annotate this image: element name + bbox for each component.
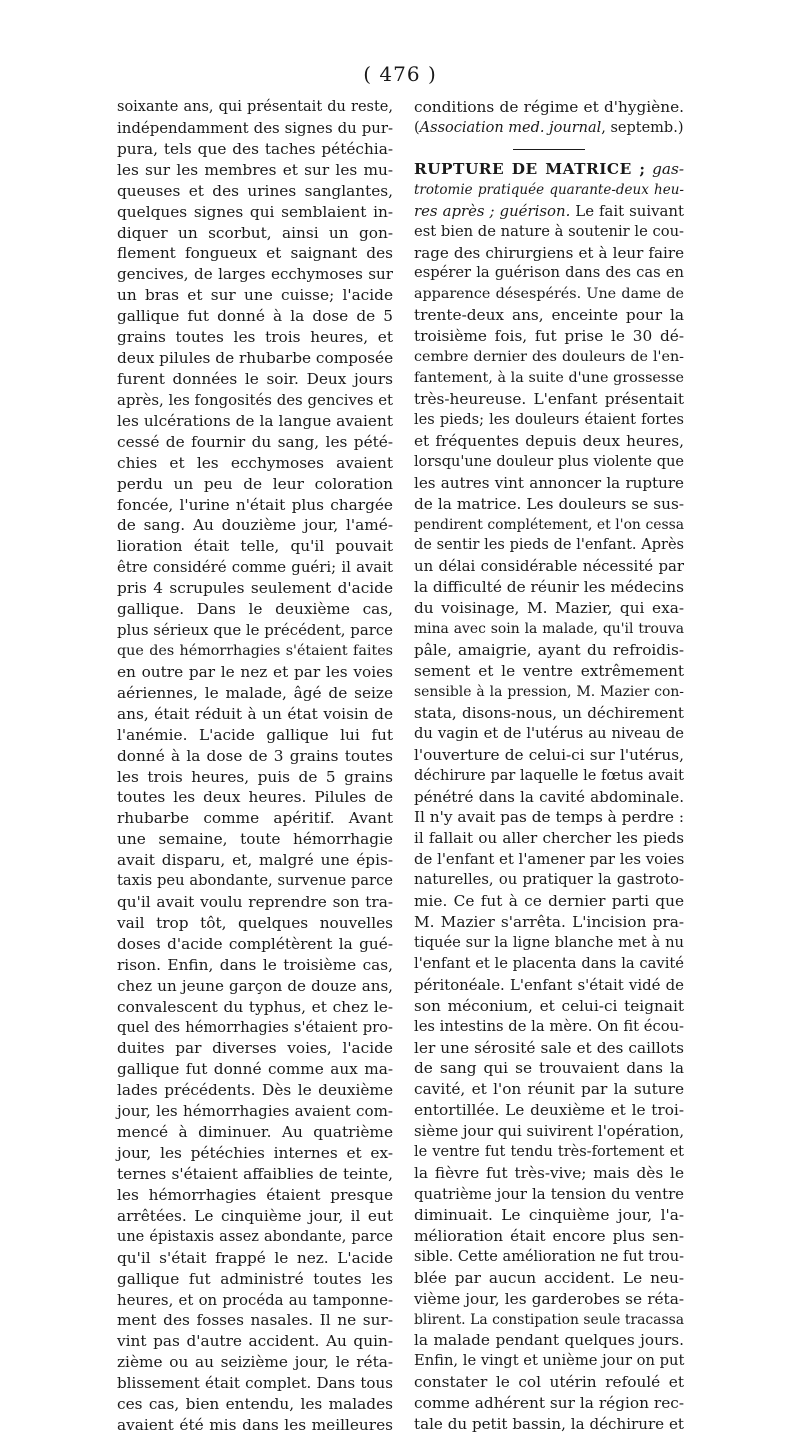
text-line: blée par aucun accident. Le neu- bbox=[414, 1268, 684, 1287]
text-line: l'enfant et le placenta dans la cavité bbox=[414, 954, 684, 972]
text-line: toutes les deux heures. Pilules de bbox=[117, 788, 393, 807]
text-line: donné à la dose de 3 grains toutes bbox=[117, 746, 393, 765]
text-line: l'anémie. L'acide gallique lui fut bbox=[117, 725, 393, 744]
text-line: très-heureuse. L'enfant présentait bbox=[414, 389, 684, 408]
text-line: l'ouverture de celui-ci sur l'utérus, bbox=[414, 745, 684, 764]
text-line: mina avec soin la malade, qu'il trouva bbox=[414, 621, 684, 638]
text-line: stata, disons-nous, un déchirement bbox=[414, 703, 684, 722]
text-line: après, les fongosités des gencives et bbox=[117, 390, 393, 409]
text-line: grains toutes les trois heures, et bbox=[117, 328, 393, 347]
text-line: lorsqu'une douleur plus violente que bbox=[414, 453, 684, 470]
text-line: la difficulté de réunir les médecins bbox=[414, 578, 684, 597]
text-line: naturelles, ou pratiquer la gastroto- bbox=[414, 871, 684, 889]
text-line: ans, était réduit à un état voisin de bbox=[117, 704, 393, 723]
text-line: de sang qui se trouvaient dans la bbox=[414, 1059, 684, 1078]
heading-subtitle: res après ; guérison. bbox=[414, 201, 571, 220]
text-line: rison. Enfin, dans le troisième cas, bbox=[117, 955, 393, 974]
citation-journal: Association med. journal bbox=[419, 119, 602, 136]
text-line: gencives, de larges ecchymoses sur bbox=[117, 265, 393, 284]
text-line: pâle, amaigrie, ayant du refroidis- bbox=[414, 641, 684, 660]
text-line: fantement, à la suite d'une grossesse bbox=[414, 370, 684, 387]
text-line: pendirent complétement, et l'on cessa bbox=[414, 516, 684, 533]
text-line: la fièvre fut très-vive; mais dès le bbox=[414, 1164, 684, 1183]
text-line: du vagin et de l'utérus au niveau de bbox=[414, 724, 684, 742]
text-line: de sang. Au douzième jour, l'amé- bbox=[117, 516, 393, 535]
text-line: lioration était telle, qu'il pouvait bbox=[117, 537, 393, 556]
text-line: cembre dernier des douleurs de l'en- bbox=[414, 349, 684, 366]
text-line: deux pilules de rhubarbe composée bbox=[117, 349, 394, 368]
text-line: pura, tels que des taches pétéchia- bbox=[117, 139, 393, 158]
text-line: les intestins de la mère. On fit écou- bbox=[414, 1017, 684, 1035]
text-line: Enfin, le vingt et unième jour on put bbox=[414, 1352, 685, 1370]
text-line: vail trop tôt, quelques nouvelles bbox=[117, 913, 393, 932]
text-line: entortillée. Le deuxième et le troi- bbox=[414, 1101, 684, 1120]
left-column bbox=[117, 97, 393, 1436]
text-line: rhubarbe comme apéritif. Avant bbox=[117, 809, 393, 828]
text-line: une épistaxis assez abondante, parce bbox=[117, 1228, 393, 1245]
text-line: perdu un peu de leur coloration bbox=[117, 474, 393, 493]
right-body bbox=[414, 222, 684, 1435]
text-line: sième jour qui suivirent l'opération, bbox=[414, 1122, 685, 1141]
text-line: mencé à diminuer. Au quatrième bbox=[117, 1123, 393, 1142]
text-line: cavité, et l'on réunit par la suture bbox=[414, 1080, 684, 1099]
text-line: furent données le soir. Deux jours bbox=[117, 369, 393, 388]
text-line: le ventre fut tendu très-fortement et bbox=[414, 1144, 684, 1161]
text-line: jour, les pétéchies internes et ex- bbox=[117, 1144, 393, 1163]
text-line: conditions de régime et d'hygiène. bbox=[414, 98, 684, 116]
text-line: gallique. Dans le deuxième cas, bbox=[117, 600, 393, 619]
text-line: sible. Cette amélioration ne fut trou- bbox=[414, 1248, 684, 1265]
text-line: avaient été mis dans les meilleures bbox=[117, 1416, 393, 1435]
text-line: gallique fut donné à la dose de 5 bbox=[117, 307, 393, 326]
text-line: son méconium, et celui-ci teignait bbox=[414, 996, 684, 1015]
text-line: qu'il s'était frappé le nez. L'acide bbox=[117, 1248, 393, 1267]
text-line: mélioration était encore plus sen- bbox=[414, 1226, 684, 1245]
text-line: être considéré comme guéri; il avait bbox=[117, 558, 393, 577]
text-line: taxis peu abondante, survenue parce bbox=[117, 872, 393, 890]
text-line: les ulcérations de la langue avaient bbox=[117, 411, 393, 430]
text-line: que des hémorrhagies s'étaient faites bbox=[117, 642, 393, 659]
text-line: trente-deux ans, enceinte pour la bbox=[414, 306, 684, 325]
text-line: il fallait ou aller chercher les pieds bbox=[414, 829, 684, 848]
text-line: quatrième jour la tension du ventre bbox=[414, 1185, 684, 1204]
section-divider bbox=[513, 149, 585, 150]
text-line: blirent. La constipation seule tracassa bbox=[414, 1311, 684, 1328]
text-line: péritonéale. L'enfant s'était vidé de bbox=[414, 975, 684, 994]
text-line: la malade pendant quelques jours. bbox=[414, 1331, 684, 1350]
text-line: apparence désespérés. Une dame de bbox=[414, 286, 684, 303]
text-line: vint pas d'autre accident. Au quin- bbox=[117, 1332, 393, 1351]
text-line: pénétré dans la cavité abdominale. bbox=[414, 787, 684, 806]
text-line: avait disparu, et, malgré une épis- bbox=[117, 851, 393, 870]
right-column bbox=[414, 97, 684, 1435]
text-line: quelques signes qui semblaient in- bbox=[117, 202, 393, 221]
page-number: ( 476 ) bbox=[363, 62, 437, 86]
text-line: cessé de fournir du sang, les pété- bbox=[117, 432, 393, 451]
text-line: sement et le ventre extrêmement bbox=[414, 661, 684, 680]
text-line bbox=[414, 201, 684, 222]
text-line: heures, et on procéda au tamponne- bbox=[117, 1290, 393, 1309]
text-line: un bras et sur une cuisse; l'acide bbox=[117, 286, 393, 305]
text-line: chez un jeune garçon de douze ans, bbox=[117, 976, 393, 995]
text-line: vième jour, les garderobes se réta- bbox=[414, 1289, 684, 1308]
text-line: chies et les ecchymoses avaient bbox=[117, 453, 393, 472]
text-line: constater le col utérin refoulé et bbox=[414, 1373, 684, 1392]
text-line: espérer la guérison dans des cas en bbox=[414, 264, 684, 282]
text-line: troisième fois, fut prise le 30 dé- bbox=[414, 327, 684, 346]
text-line: pris 4 scrupules seulement d'acide bbox=[117, 579, 393, 598]
text-line: indépendamment des signes du pur- bbox=[117, 118, 393, 137]
text-line: Il n'y avait pas de temps à perdre : bbox=[414, 808, 684, 827]
heading-subtitle: gas- bbox=[645, 159, 685, 178]
text-line: de sentir les pieds de l'enfant. Après bbox=[414, 537, 684, 554]
text-line: queuses et des urines sanglantes, bbox=[117, 181, 393, 200]
text-line: les pieds; les douleurs étaient fortes bbox=[414, 411, 684, 428]
text-line: convalescent du typhus, et chez le- bbox=[117, 997, 393, 1016]
text-fragment: Le fait suivant bbox=[570, 201, 684, 220]
text-line: lades précédents. Dès le deuxième bbox=[117, 1081, 393, 1100]
text-line: de l'enfant et l'amener par les voies bbox=[414, 850, 685, 869]
text-line: mie. Ce fut à ce dernier parti que bbox=[414, 892, 684, 911]
text-line: ternes s'étaient affaiblies de teinte, bbox=[117, 1165, 393, 1184]
text-line: gallique fut donné comme aux ma- bbox=[117, 1060, 393, 1079]
text-line: diminuait. Le cinquième jour, l'a- bbox=[414, 1205, 684, 1224]
text-line: jour, les hémorrhagies avaient com- bbox=[117, 1102, 393, 1121]
text-line: les sur les membres et sur les mu- bbox=[117, 160, 393, 179]
text-line: aériennes, le malade, âgé de seize bbox=[117, 683, 393, 702]
text-line: ment des fosses nasales. Il ne sur- bbox=[117, 1311, 393, 1330]
text-line: soixante ans, qui présentait du reste, bbox=[117, 99, 393, 115]
text-line: comme adhérent sur la région rec- bbox=[414, 1394, 684, 1413]
heading-title: RUPTURE DE MATRICE ; bbox=[414, 159, 646, 178]
section-heading bbox=[414, 159, 684, 180]
text-line: en outre par le nez et par les voies bbox=[117, 662, 393, 681]
text-line: duites par diverses voies, l'acide bbox=[117, 1039, 393, 1058]
text-line: doses d'acide complétèrent la gué- bbox=[117, 934, 393, 953]
text-line: une semaine, toute hémorrhagie bbox=[117, 830, 393, 849]
text-line: plus sérieux que le précédent, parce bbox=[117, 621, 393, 640]
text-line: qu'il avait voulu reprendre son tra- bbox=[117, 893, 393, 912]
text-line: les trois heures, puis de 5 grains bbox=[117, 767, 393, 786]
source-citation: (Association med. journal, septemb.) bbox=[414, 119, 684, 136]
heading-subtitle: trotomie pratiquée quarante-deux heu- bbox=[414, 181, 684, 198]
text-line: les hémorrhagies étaient presque bbox=[117, 1185, 393, 1204]
text-line: du voisinage, M. Mazier, qui exa- bbox=[414, 599, 684, 618]
text-line: diquer un scorbut, ainsi un gon- bbox=[117, 223, 393, 242]
text-line: rage des chirurgiens et à leur faire bbox=[414, 243, 684, 262]
text-line: les autres vint annoncer la rupture bbox=[414, 473, 684, 492]
text-line: est bien de nature à soutenir le cou- bbox=[414, 222, 684, 240]
text-line: un délai considérable nécessité par bbox=[414, 557, 684, 576]
text-line: et fréquentes depuis deux heures, bbox=[414, 431, 684, 450]
text-line: sensible à la pression, M. Mazier con- bbox=[414, 683, 684, 700]
text-line: de la matrice. Les douleurs se sus- bbox=[414, 494, 684, 513]
text-line: flement fongueux et saignant des bbox=[117, 244, 393, 263]
text-line: blissement était complet. Dans tous bbox=[117, 1374, 393, 1393]
text-line: quel des hémorrhagies s'étaient pro- bbox=[117, 1018, 393, 1036]
text-line: tale du petit bassin, la déchirure et bbox=[414, 1415, 684, 1434]
text-line: gallique fut administré toutes les bbox=[117, 1269, 393, 1288]
text-line: tiquée sur la ligne blanche met à nu bbox=[414, 933, 684, 951]
text-line: zième ou au seizième jour, le réta- bbox=[117, 1353, 393, 1372]
text-line: arrêtées. Le cinquième jour, il eut bbox=[117, 1206, 393, 1225]
text-line: M. Mazier s'arrêta. L'incision pra- bbox=[414, 913, 684, 932]
text-line: ces cas, bien entendu, les malades bbox=[117, 1395, 393, 1414]
text-line: ler une sérosité sale et des caillots bbox=[414, 1038, 684, 1057]
text-line: déchirure par laquelle le fœtus avait bbox=[414, 767, 684, 784]
text-line: foncée, l'urine n'était plus chargée bbox=[117, 495, 393, 514]
